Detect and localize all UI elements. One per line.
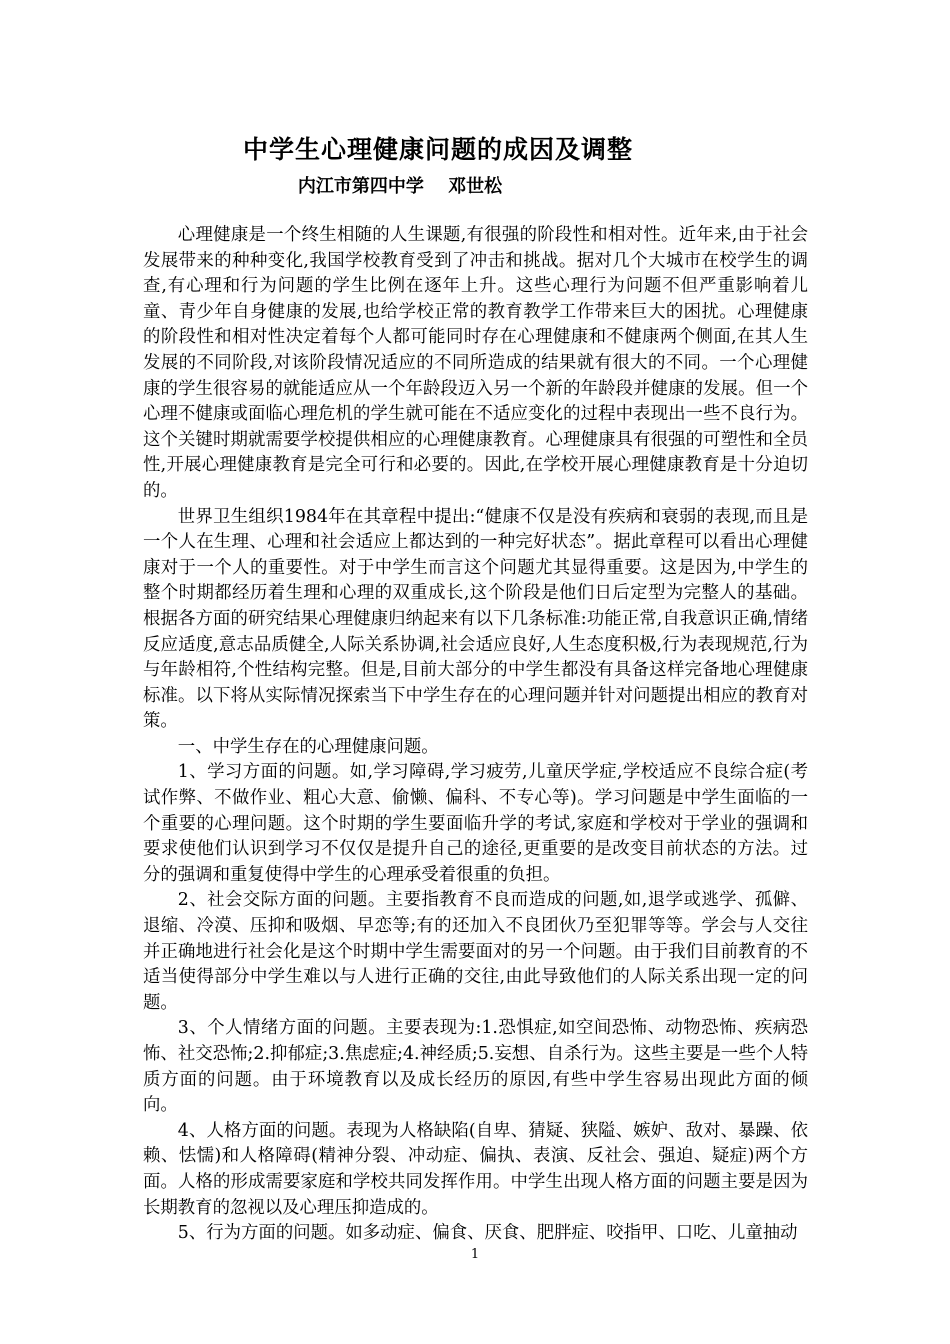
section-heading: 一、中学生存在的心理健康问题。 — [177, 736, 439, 757]
document-body — [143, 223, 808, 1247]
paragraph: 2、社会交际方面的问题。主要指教育不良而造成的问题,如,退学或逃学、孤僻、退缩、冷漠、压抑和吸烟、早恋等;有的还加入不良团伙乃至犯罪等等。学会与人交往并正确地进行社会化是这个时期中学生需要面对的另一个问题。由于我们目前教育的不适当使得部分中学生难以与人进行正确的交往,由此导致他们的人际关系出现一定的问题。 — [143, 890, 808, 1013]
paragraph: 4、人格方面的问题。表现为人格缺陷(自卑、猜疑、狭隘、嫉妒、敌对、暴躁、依赖、怯懦)和人格障碍(精神分裂、冲动症、偏执、表演、反社会、强迫、疑症)两个方面。人格的形成需要家庭和学校共同发挥作用。中学生出现人格方面的问题主要是因为长期教育的忽视以及心理压抑造成的。 — [143, 1120, 808, 1218]
paragraph: 世界卫生组织1984年在其章程中提出:“健康不仅是没有疾病和衰弱的表现,而且是一个人在生理、心理和社会适应上都达到的一种完好状态”。据此章程可以看出心理健康对于一个人的重要性。对于中学生而言这个问题尤其显得重要。这是因为,中学生的整个时期都经历着生理和心理的双重成长,这个阶段是他们日后定型为完整人的基础。根据各方面的研究结果心理健康归纳起来有以下几条标准:功能正常,自我意识正确,情绪反应适度,意志品质健全,人际关系协调,社会适应良好,人生态度积极,行为表现规范,行为与年龄相符,个性结构完整。但是,目前大部分的中学生都没有具备这样完备地心理健康标准。以下将从实际情况探索当下中学生存在的心理问题并针对问题提出相应的教育对策。 — [143, 506, 808, 732]
page-number: 1 — [470, 1247, 480, 1262]
document-title: 中学生心理健康问题的成因及调整 — [242, 135, 633, 164]
paragraph: 5、行为方面的问题。如多动症、偏食、厌食、肥胖症、咬指甲、口吃、儿童抽动 — [177, 1223, 798, 1244]
paragraph: 3、个人情绪方面的问题。主要表现为:1.恐惧症,如空间恐怖、动物恐怖、疾病恐怖、社交恐怖;2.抑郁症;3.焦虑症;4.神经质;5.妄想、自杀行为。这些主要是一些个人特质方面的问题。由于环境教育以及成长经历的原因,有些中学生容易出现此方面的倾向。 — [143, 1018, 808, 1116]
document-author: 内江市第四中学 邓世松 — [297, 176, 503, 197]
paragraph: 1、学习方面的问题。如,学习障碍,学习疲劳,儿童厌学症,学校适应不良综合症(考试作弊、不做作业、粗心大意、偷懒、偏科、不专心等)。学习问题是中学生面临的一个重要的心理问题。这个时期的学生要面临升学的考试,家庭和学校对于学业的强调和要求使他们认识到学习不仅仅是提升自己的途径,更重要的是改变目前状态的方法。过分的强调和重复使得中学生的心理承受着很重的负担。 — [143, 762, 808, 885]
paragraph: 心理健康是一个终生相随的人生课题,有很强的阶段性和相对性。近年来,由于社会发展带来的种种变化,我国学校教育受到了冲击和挑战。据对几个大城市在校学生的调查,有心理和行为问题的学生比例在逐年上升。这些心理行为问题不但严重影响着儿童、青少年自身健康的发展,也给学校正常的教育教学工作带来巨大的困扰。心理健康的阶段性和相对性决定着每个人都可能同时存在心理健康和不健康两个侧面,在其人生发展的不同阶段,对该阶段情况适应的不同所造成的结果就有很大的不同。一个心理健康的学生很容易的就能适应从一个年龄段迈入另一个新的年龄段并健康的发展。但一个心理不健康或面临心理危机的学生就可能在不适应变化的过程中表现出一些不良行为。这个关键时期就需要学校提供相应的心理健康教育。心理健康具有很强的可塑性和全员性,开展心理健康教育是完全可行和必要的。因此,在学校开展心理健康教育是十分迫切的。 — [143, 225, 808, 501]
